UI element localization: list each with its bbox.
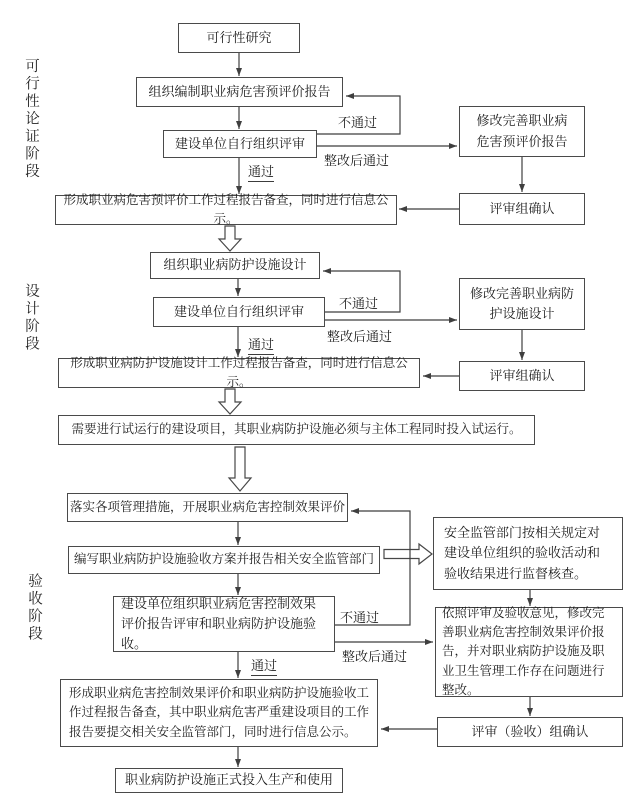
block-arrow-3 <box>229 447 251 491</box>
edge-label-pass-2: 通过 <box>248 334 274 355</box>
node-acceptance-confirm: 评审（验收）组确认 <box>437 717 623 747</box>
node-production-use: 职业病防护设施正式投入生产和使用 <box>115 768 343 793</box>
edge-label-rectified-3: 整改后通过 <box>342 649 408 664</box>
block-arrow-right <box>384 544 432 564</box>
node-acceptance-plan: 编写职业病防护设施验收方案并报告相关安全监管部门 <box>68 546 380 574</box>
node-record-pre-eval: 形成职业病危害预评价工作过程报告备查，同时进行信息公示。 <box>55 195 397 225</box>
node-revise-pre-eval: 修改完善职业病危害预评价报告 <box>459 106 585 157</box>
edge-label-fail-3: 不通过 <box>340 610 380 625</box>
node-rectify: 依照评审及验收意见，修改完善职业病危害控制效果评价报告，并对职业病防护设施及职业卫生管理工作存在问题进行整改。 <box>435 607 623 697</box>
node-review-confirm-2: 评审组确认 <box>459 361 585 391</box>
node-review-confirm-1: 评审组确认 <box>459 193 585 225</box>
node-revise-design: 修改完善职业病防护设施设计 <box>459 278 585 330</box>
node-org-acceptance: 建设单位组织职业病危害控制效果评价报告评审和职业病防护设施验收。 <box>113 596 335 652</box>
edge-label-fail-2: 不通过 <box>339 296 379 311</box>
node-feasibility-study: 可行性研究 <box>178 23 300 53</box>
node-supervision-check: 安全监管部门按相关规定对建设单位组织的验收活动和验收结果进行监督核查。 <box>433 517 623 590</box>
edge-label-rectified-1: 整改后通过 <box>324 153 390 168</box>
edge-label-rectified-2: 整改后通过 <box>327 329 393 344</box>
node-prepare-pre-eval-report: 组织编制职业病危害预评价报告 <box>136 77 343 107</box>
edge-label-fail-1: 不通过 <box>338 115 378 130</box>
phase-label-acceptance: 验收阶段 <box>26 573 42 643</box>
node-self-review-2: 建设单位自行组织评审 <box>153 297 325 327</box>
block-arrow-1 <box>219 226 241 251</box>
node-self-review-1: 建设单位自行组织评审 <box>163 130 317 158</box>
block-arrow-2 <box>219 389 241 414</box>
node-record-design: 形成职业病防护设施设计工作过程报告备查，同时进行信息公示。 <box>58 358 420 388</box>
edge-label-pass-1: 通过 <box>248 161 274 182</box>
node-implement-measures: 落实各项管理措施，开展职业病危害控制效果评价 <box>67 493 348 522</box>
node-trial-run: 需要进行试运行的建设项目，其职业病防护设施必须与主体工程同时投入试运行。 <box>58 415 535 445</box>
node-design-facilities: 组织职业病防护设施设计 <box>150 252 320 279</box>
edge-label-pass-3: 通过 <box>251 655 277 676</box>
phase-label-design: 设计阶段 <box>23 283 39 353</box>
phase-label-feasibility: 可行性论证阶段 <box>23 58 39 181</box>
node-record-acceptance: 形成职业病危害控制效果评价和职业病防护设施验收工作过程报告备查，其中职业病危害严重建设项目的工作报告要提交相关安全监管部门，同时进行信息公示。 <box>60 679 378 747</box>
